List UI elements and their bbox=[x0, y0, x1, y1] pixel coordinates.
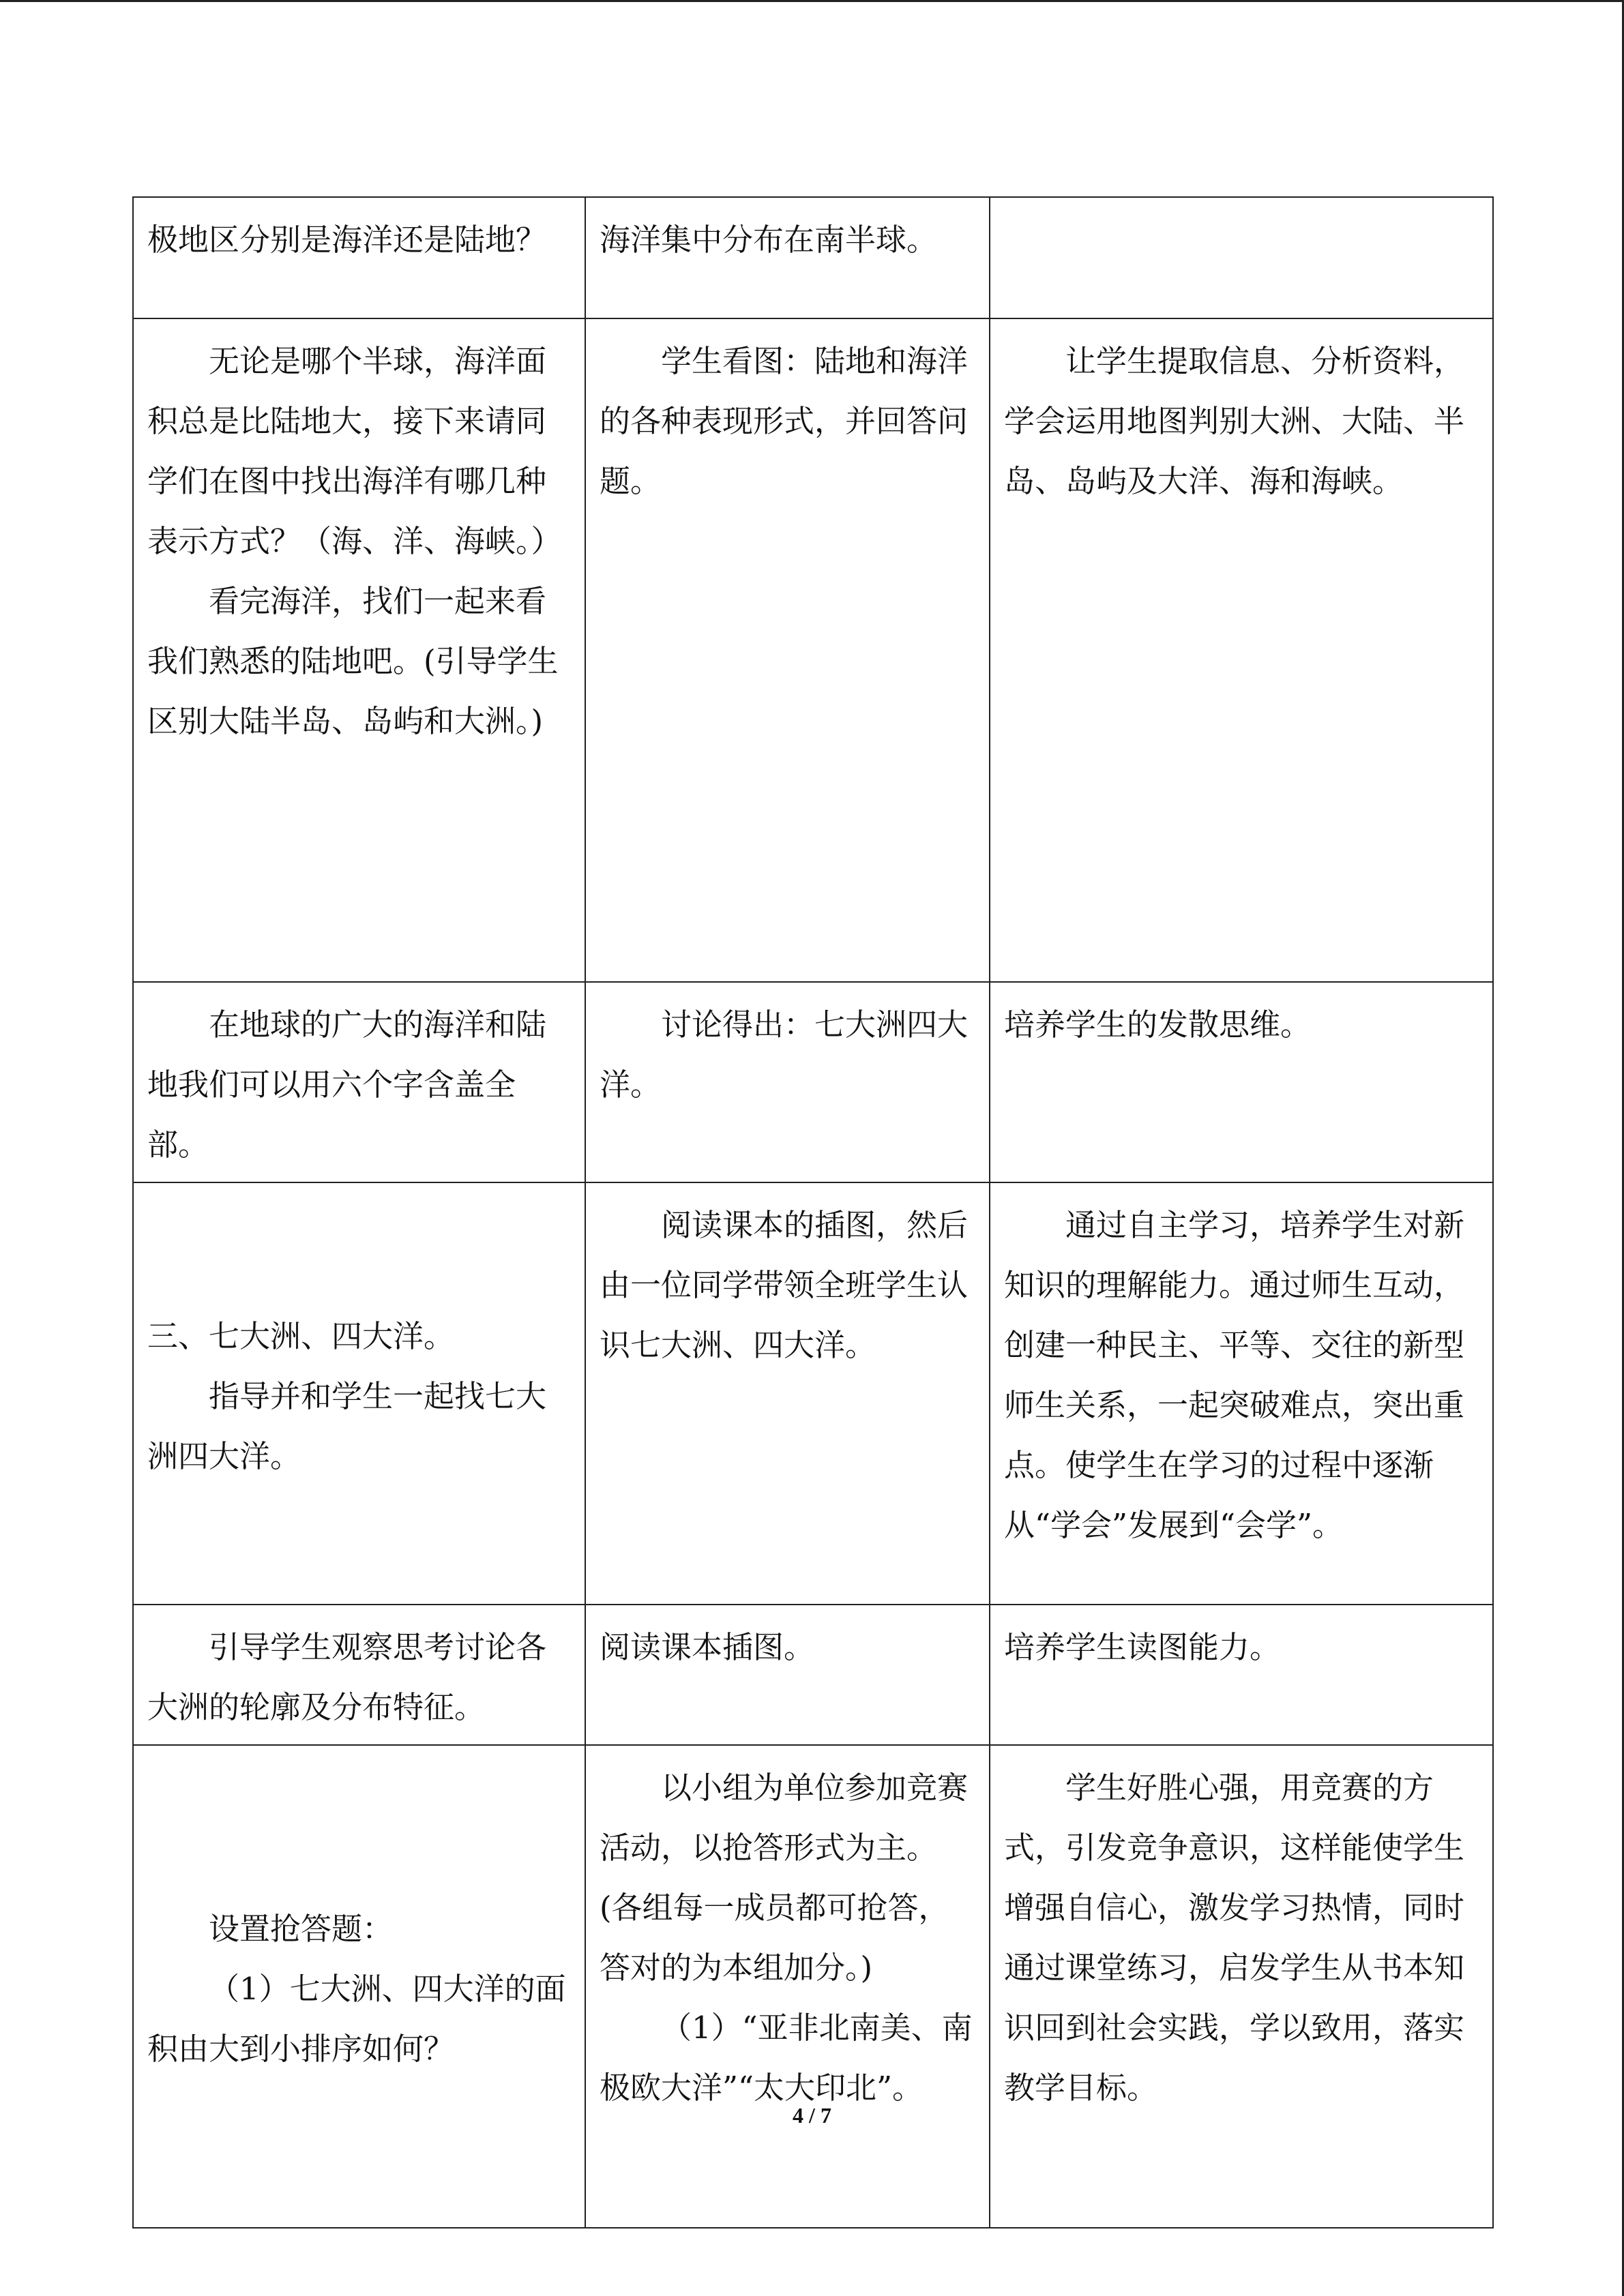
table-row bbox=[133, 1182, 1493, 1605]
teacher-activity-cell bbox=[133, 318, 585, 982]
design-purpose-cell bbox=[990, 1605, 1493, 1745]
design-purpose-cell bbox=[990, 197, 1493, 318]
cell-paragraph: 让学生提取信息、分析资料，学会运用地图判别大洲、大陆、半岛、岛屿及大洋、海和海峡。 bbox=[1004, 343, 1465, 499]
cell-paragraph: （1）“亚非北南美、南极欧大洋”“太大印北”。 bbox=[600, 2010, 973, 2106]
table-row bbox=[133, 318, 1493, 982]
cell-paragraph: 培养学生的发散思维。 bbox=[1004, 1007, 1312, 1043]
cell-paragraph: 学生看图：陆地和海洋的各种表现形式，并回答问题。 bbox=[600, 343, 969, 499]
student-activity-cell bbox=[585, 982, 990, 1182]
table-row bbox=[133, 1605, 1493, 1745]
student-activity-cell bbox=[585, 318, 990, 982]
teacher-activity-cell bbox=[133, 1182, 585, 1605]
cell-paragraph: 学生好胜心强，用竞赛的方式，引发竞争意识，这样能使学生增强自信心，激发学习热情，同时通过课堂练习，启发学生从书本知识回到社会实践，学以致用，落实教学目标。 bbox=[1004, 1770, 1465, 2106]
table-row bbox=[133, 197, 1493, 318]
table-row bbox=[133, 982, 1493, 1182]
lesson-plan-table bbox=[132, 196, 1494, 2228]
cell-paragraph: 引导学生观察思考讨论各大洲的轮廓及分布特征。 bbox=[147, 1629, 547, 1725]
cell-paragraph: 培养学生读图能力。 bbox=[1004, 1629, 1281, 1665]
cell-paragraph: 在地球的广大的海洋和陆地我们可以用六个字含盖全部。 bbox=[147, 1007, 547, 1163]
design-purpose-cell bbox=[990, 318, 1493, 982]
cell-paragraph: 无论是哪个半球，海洋面积总是比陆地大，接下来请同学们在图中找出海洋有哪几种表示方式？（海、洋、海峡。） bbox=[147, 343, 562, 559]
student-activity-cell bbox=[585, 1182, 990, 1605]
cell-paragraph: 阅读课本的插图，然后由一位同学带领全班学生认识七大洲、四大洋。 bbox=[600, 1207, 969, 1363]
student-activity-cell bbox=[585, 1605, 990, 1745]
design-purpose-cell bbox=[990, 1745, 1493, 2228]
cell-paragraph: （1）七大洲、四大洋的面积由大到小排序如何？ bbox=[147, 1971, 566, 2067]
teacher-activity-cell bbox=[133, 197, 585, 318]
student-activity-cell bbox=[585, 1745, 990, 2228]
cell-paragraph: 极地区分别是海洋还是陆地？ bbox=[147, 222, 547, 258]
design-purpose-cell bbox=[990, 982, 1493, 1182]
teacher-activity-cell bbox=[133, 1745, 585, 2228]
teacher-activity-cell bbox=[133, 1605, 585, 1745]
cell-paragraph: 讨论得出：七大洲四大洋。 bbox=[600, 1007, 969, 1103]
cell-paragraph: 通过自主学习，培养学生对新知识的理解能力。通过师生互动，创建一种民主、平等、交往的新型师生关系，一起突破难点，突出重点。使学生在学习的过程中逐渐从“学会”发展到“会学”。 bbox=[1004, 1207, 1465, 1543]
table-row bbox=[133, 1745, 1493, 2228]
teacher-activity-cell bbox=[133, 982, 585, 1182]
student-activity-cell bbox=[585, 197, 990, 318]
cell-paragraph: 设置抢答题： bbox=[209, 1911, 394, 1947]
design-purpose-cell bbox=[990, 1182, 1493, 1605]
cell-paragraph: 阅读课本插图。 bbox=[600, 1629, 815, 1665]
cell-paragraph: 以小组为单位参加竞赛活动，以抢答形式为主。(各组每一成员都可抢答，答对的为本组加分。) bbox=[600, 1770, 969, 1986]
cell-paragraph: 三、七大洲、四大洋。 bbox=[147, 1317, 455, 1354]
cell-paragraph: 看完海洋，找们一起来看我们熟悉的陆地吧。(引导学生区别大陆半岛、岛屿和大洲。) bbox=[147, 583, 559, 739]
page-number: 4 / 7 bbox=[793, 2103, 831, 2128]
cell-paragraph: 指导并和学生一起找七大洲四大洋。 bbox=[147, 1377, 547, 1474]
cell-paragraph: 海洋集中分布在南半球。 bbox=[600, 222, 938, 258]
